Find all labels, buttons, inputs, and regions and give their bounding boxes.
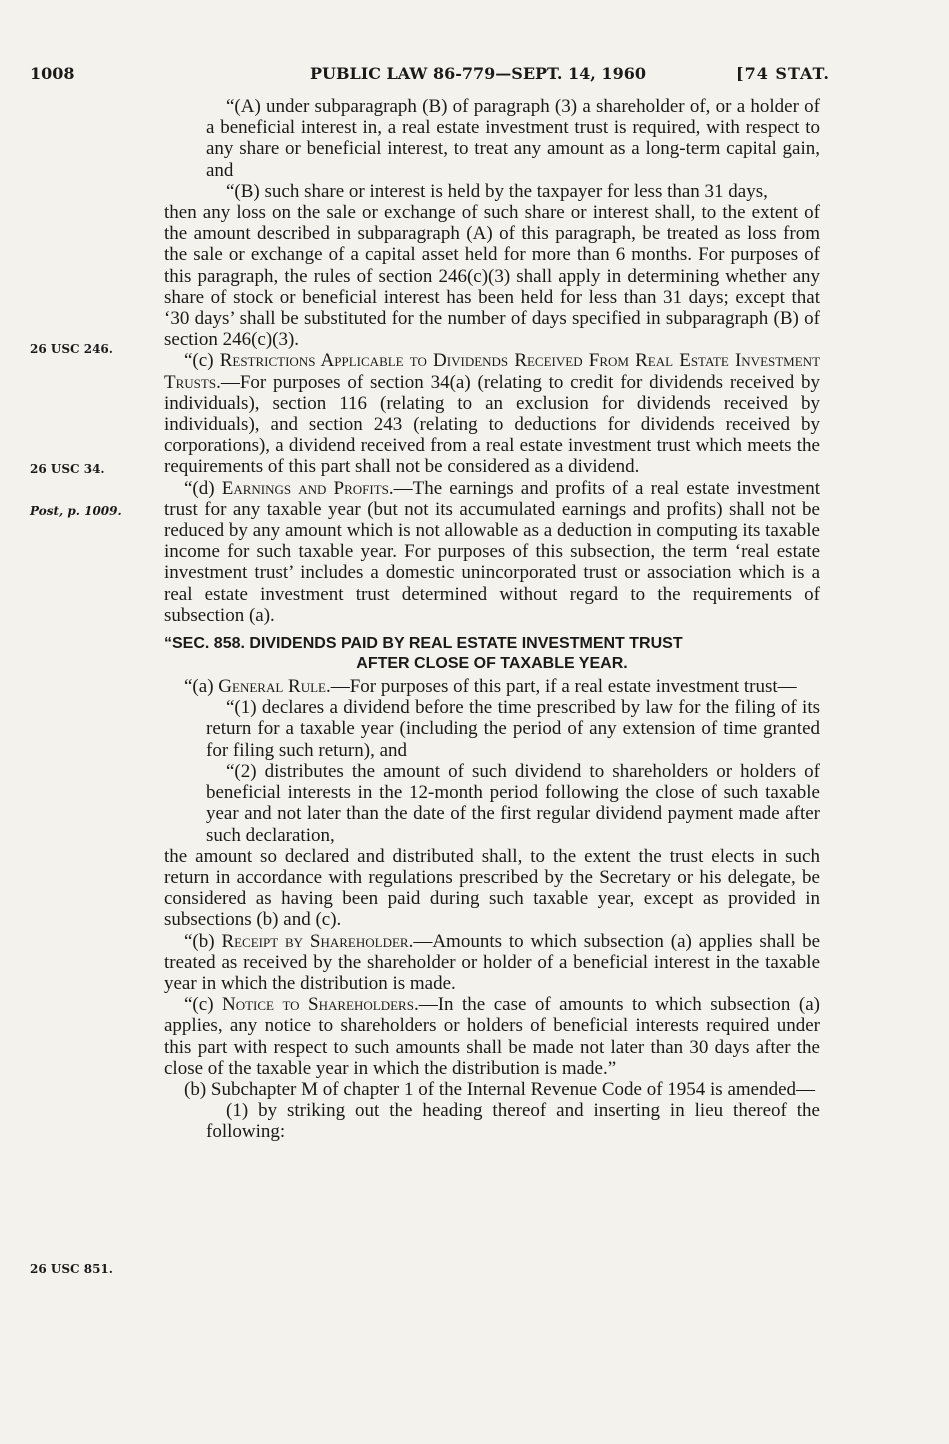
- page-header: [30, 64, 830, 88]
- subsection-c-heading: Restrictions Applicable to Dividends Received From Real Estate Investment Trusts.: [164, 350, 821, 393]
- amendment-b-1: (1) by striking out the heading thereof and inserting in lieu thereof the following:: [206, 1100, 820, 1143]
- margin-note-26usc851: 26 USC 851.: [30, 1262, 113, 1276]
- subsection-c-notice-heading: Notice to Shareholders.: [222, 994, 419, 1016]
- margin-note-26usc246: 26 USC 246.: [30, 342, 113, 356]
- page-number: 1008: [30, 64, 75, 83]
- paragraph-2: “(2) distributes the amount of such dividend to shareholders or holders of beneficial interests in the 12-month period following the close of such taxable year and not later than the date of the first regular dividend payment made after such declaration,: [206, 760, 820, 846]
- margin-note-26usc34: 26 USC 34.: [30, 462, 105, 476]
- statute-reference: [74 STAT.: [736, 64, 830, 83]
- document-body: [164, 96, 820, 1143]
- subsection-d-heading: Earnings and Profits.: [221, 477, 394, 499]
- paragraph-amount: the amount so declared and distributed shall, to the extent the trust elects in such return in accordance with regulations prescribed by the Secretary or his delegate, be considered as having been paid during such taxable year, except as provided in subsections (b) and (c).: [164, 845, 820, 931]
- running-title: PUBLIC LAW 86-779—SEPT. 14, 1960: [310, 64, 646, 83]
- section-858-heading: “SEC. 858. DIVIDENDS PAID BY REAL ESTATE INVESTMENT TRUST AFTER CLOSE OF TAXABLE YEAR.: [164, 635, 683, 673]
- subsection-c-notice: “(c) Notice to Shareholders.—In the case of amounts to which subsection (a) applies, any notice to shareholders or holders of beneficial interests required under this part with respect to such amounts shall be made not later than 30 days after the close of the taxable year in which the distribution is made.”: [164, 994, 820, 1079]
- margin-note-post: Post, p. 1009.: [30, 504, 122, 518]
- paragraph-1: “(1) declares a dividend before the time prescribed by law for the filing of its return for a taxable year (including the period of any extension of time granted for filing such return), and: [206, 697, 820, 761]
- subsection-a-general-rule: “(a) General Rule.—For purposes of this part, if a real estate investment trust—: [184, 676, 797, 698]
- amendment-b: (b) Subchapter M of chapter 1 of the Internal Revenue Code of 1954 is amended—: [184, 1078, 816, 1100]
- subsection-b-heading: Receipt by Shareholder.: [221, 930, 414, 952]
- subsection-c: “(c) Restrictions Applicable to Dividends Received From Real Estate Investment Trusts.—For purposes of section 34(a) (relating to credit for dividends received by individuals), section 116 (relating to an exclusion for dividends received by individuals), and section 243 (relating to deductions for dividends received by corporations), a dividend received from a real estate investment trust which meets the requirements of this part shall not be considered as a dividend.: [164, 350, 821, 478]
- subsection-d: “(d) Earnings and Profits.—The earnings and profits of a real estate investment trust for any taxable year (but not its accumulated earnings and profits) shall not be reduced by any amount which is not allowable as a deduction in computing its taxable income for such taxable year. For purposes of this subsection, the term ‘real estate investment trust’ includes a domestic unincorporated trust or association which is a real estate investment trust determined without regard to the requirements of subsection (a).: [164, 477, 820, 626]
- paragraph-a: “(A) under subparagraph (B) of paragraph (3) a shareholder of, or a holder of a beneficial interest in, a real estate investment trust is required, with respect to any share or beneficial interest, to treat any amount as a long-term capital gain, and: [206, 96, 820, 181]
- subsection-a-heading: General Rule.: [218, 676, 331, 698]
- subsection-b-receipt: “(b) Receipt by Shareholder.—Amounts to which subsection (a) applies shall be treated as received by the shareholder or holder of a beneficial interest in the taxable year in which the distribution is made.: [164, 930, 820, 994]
- paragraph-b: “(B) such share or interest is held by the taxpayer for less than 31 days,: [226, 180, 768, 202]
- paragraph-then: then any loss on the sale or exchange of such share or interest shall, to the extent of the amount described in subparagraph (A) of this paragraph, be treated as loss from the sale or exchange of a capital asset held for more than 6 months. For purposes of this paragraph, the rules of section 246(c)(3) shall apply in determining whether any share of stock or beneficial interest has been held for less than 31 days; except that ‘30 days’ shall be substituted for the number of days specified in subparagraph (B) of section 246(c)(3).: [164, 202, 820, 351]
